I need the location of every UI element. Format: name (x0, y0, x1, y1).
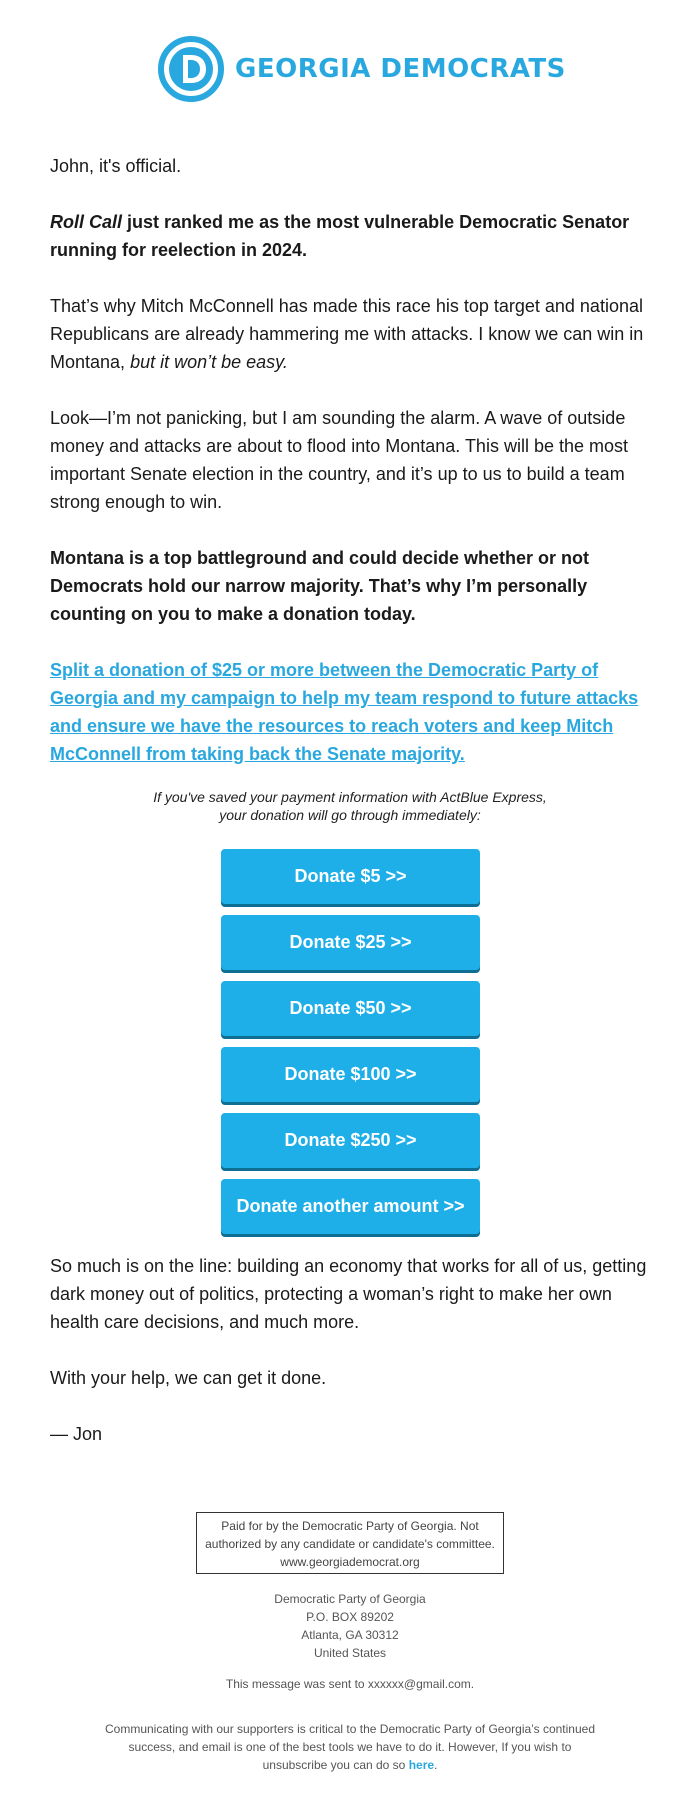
disclaimer-line1: Paid for by the Democratic Party of Georgia. Not (221, 1519, 479, 1533)
unsubscribe-link[interactable]: here (408, 1758, 435, 1772)
mcconnell-text: That’s why Mitch McConnell has made this race his top target and national Republicans are already hammering me with attacks. I know we can win in Montana, (50, 296, 644, 372)
donate-25-button[interactable]: Donate $25 >> (221, 915, 480, 970)
closing-help: With your help, we can get it done. (50, 1368, 327, 1388)
georgia-democrats-logo[interactable] (157, 35, 566, 103)
paragraph-battleground: Montana is a top battleground and could decide whether or not Democrats hold our narrow majority. That’s why I’m personally counting on you to make a donation today. (50, 548, 590, 624)
sent-to-notice: This message was sent to xxxxxx@gmail.com. (225, 1677, 475, 1691)
address-line: Democratic Party of Georgia (274, 1592, 426, 1606)
donate-50-button[interactable]: Donate $50 >> (221, 981, 480, 1036)
unsubscribe-end: . (434, 1758, 438, 1772)
paragraph-mcconnell (50, 292, 650, 376)
donate-250-button[interactable]: Donate $250 >> (221, 1113, 480, 1168)
paragraph-ranking (50, 208, 650, 264)
mailing-address (0, 1590, 700, 1662)
donate-100-button[interactable]: Donate $100 >> (221, 1047, 480, 1102)
unsubscribe-notice (100, 1720, 600, 1774)
paid-for-disclaimer (196, 1512, 504, 1574)
source-name: Roll Call (50, 212, 123, 232)
email-header (0, 0, 700, 130)
express-note-line2: your donation will go through immediately: (219, 807, 481, 823)
greeting: John, it's official. (50, 156, 182, 176)
website-text: www.georgiademocrat.org (280, 1555, 420, 1569)
mcconnell-italic: but it won’t be easy. (130, 352, 288, 372)
signoff: — Jon (50, 1424, 103, 1444)
express-note-line1: If you've saved your payment information with ActBlue Express, (153, 789, 547, 805)
logo-text: GEORGIA DEMOCRATS (235, 54, 566, 84)
closing-paragraph: So much is on the line: building an economy that works for all of us, getting dark money out of politics, protecting a woman’s right to make her own health care decisions, and much more. (50, 1256, 647, 1332)
address-line: United States (313, 1646, 387, 1660)
address-line: Atlanta, GA 30312 (301, 1628, 399, 1642)
donation-cta-link[interactable]: Split a donation of $25 or more between the Democratic Party of Georgia and my campaign to help my team respond to future attacks and ensure we have the resources to reach voters and keep Mitch McConnell from taking back the Senate majority. (50, 660, 639, 764)
disclaimer-line2: authorized by any candidate or candidate's committee. (205, 1537, 495, 1551)
democrat-d-logo-icon (157, 35, 225, 103)
email-closing (50, 1252, 650, 1476)
paragraph-alarm: Look—I’m not panicking, but I am sounding the alarm. A wave of outside money and attacks are about to flood into Montana. This will be the most important Senate election in the country, and it’s up to us to build a team strong enough to win. (50, 408, 628, 512)
unsubscribe-text: Communicating with our supporters is critical to the Democratic Party of Georgia’s continued success, and email is one of the best tools we have to do it. However, If you wish to unsubscribe you can do so (105, 1722, 595, 1772)
ranking-text: just ranked me as the most vulnerable Democratic Senator running for reelection in 2024. (50, 212, 630, 260)
actblue-express-note (50, 788, 650, 824)
donate-5-button[interactable]: Donate $5 >> (221, 849, 480, 904)
paragraph-cta (50, 656, 650, 768)
address-line: P.O. BOX 89202 (306, 1610, 394, 1624)
donate-other-amount-button[interactable]: Donate another amount >> (221, 1179, 480, 1234)
email-body (50, 152, 650, 796)
